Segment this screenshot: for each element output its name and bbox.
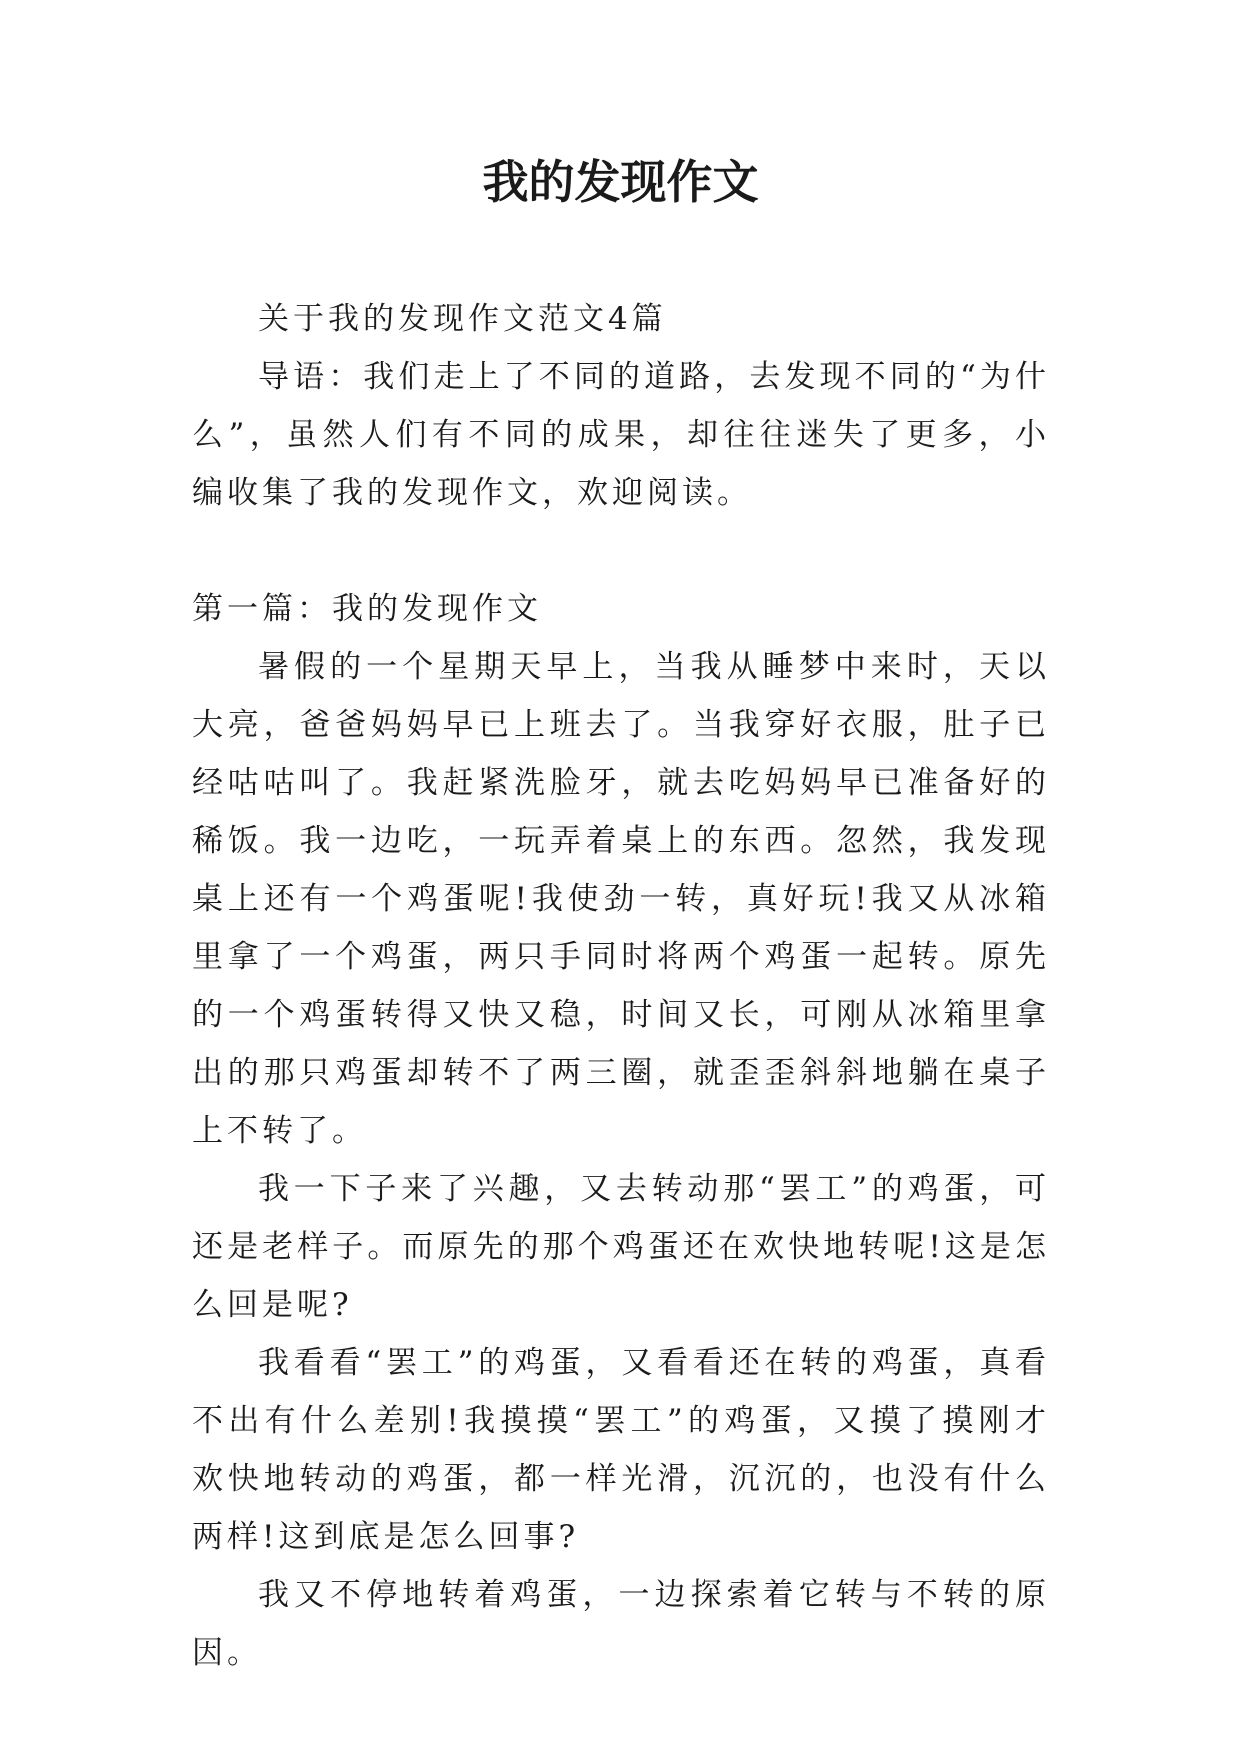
paragraph: 我一下子来了兴趣，又去转动那“罢工”的鸡蛋，可还是老样子。而原先的那个鸡蛋还在欢快地转呢!这是怎么回是呢?	[192, 1171, 1050, 1323]
document-title: 我的发现作文	[482, 155, 759, 209]
paragraph: 我又不停地转着鸡蛋，一边探索着它转与不转的原因。	[192, 1577, 1050, 1671]
section-heading: 第一篇：我的发现作文	[192, 591, 542, 627]
paragraph: 我看看“罢工”的鸡蛋，又看看还在转的鸡蛋，真看不出有什么差别!我摸摸“罢工”的鸡蛋，又摸了摸刚才欢快地转动的鸡蛋，都一样光滑，沉沉的，也没有什么两样!这到底是怎么回事?	[192, 1345, 1050, 1555]
document-body	[192, 290, 1050, 1682]
paragraph-intro: 关于我的发现作文范文4篇	[258, 301, 667, 337]
paragraph-lead: 导语：我们走上了不同的道路，去发现不同的“为什么”，虽然人们有不同的成果，却往往迷失了更多，小编收集了我的发现作文，欢迎阅读。	[192, 359, 1050, 511]
paragraph: 暑假的一个星期天早上，当我从睡梦中来时，天以大亮，爸爸妈妈早已上班去了。当我穿好衣服，肚子已经咕咕叫了。我赶紧洗脸牙，就去吃妈妈早已准备好的稀饭。我一边吃，一玩弄着桌上的东西。忽然，我发现桌上还有一个鸡蛋呢!我使劲一转，真好玩!我又从冰箱里拿了一个鸡蛋，两只手同时将两个鸡蛋一起转。原先的一个鸡蛋转得又快又稳，时间又长，可刚从冰箱里拿出的那只鸡蛋却转不了两三圈，就歪歪斜斜地躺在桌子上不转了。	[192, 649, 1050, 1149]
